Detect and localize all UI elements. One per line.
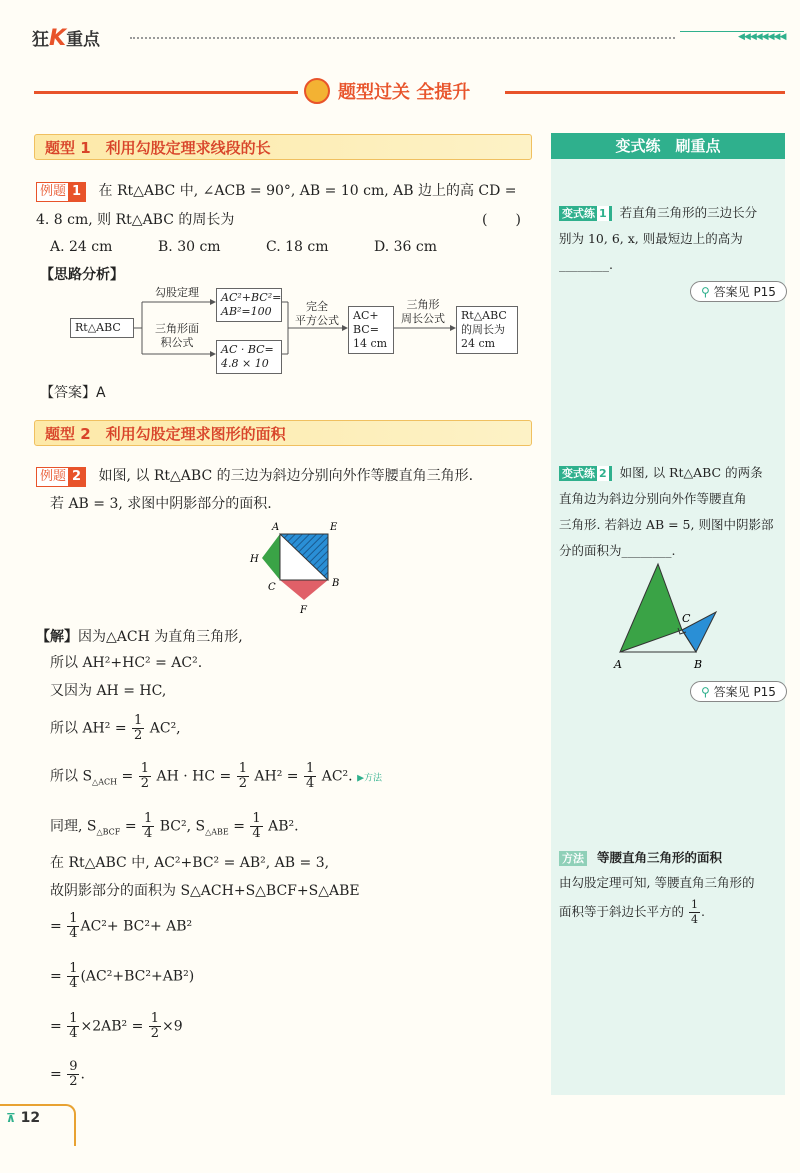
method-line-1: 由勾股定理可知, 等腰直角三角形的: [559, 875, 755, 890]
option-a: A. 24 cm: [50, 239, 113, 255]
fig1-label-f: F: [300, 605, 307, 616]
example-2-line2: 若 AB = 3, 求图中阴影部分的面积.: [50, 496, 272, 512]
answer-link-1[interactable]: ⚲ 答案见 P15: [690, 281, 787, 302]
solution-line-12: = $\frac{9}{2}$ .: [50, 1059, 85, 1089]
example-1-paren: ( ): [482, 212, 521, 228]
chapter-title: 题型过关 全提升: [304, 78, 470, 104]
solution-line-9: = $\frac{1}{4}$ AC²+ BC²+ AB²: [50, 911, 193, 941]
variant-2-line3: 三角形. 若斜边 AB = 5, 则图中阴影部: [559, 517, 774, 532]
variant-1-line3: ________.: [559, 257, 613, 272]
flow-box-1: AC²+BC²= AB²=100: [216, 288, 282, 322]
variant-2-line1: 变式练 2 如图, 以 Rt△ABC 的两条: [559, 460, 763, 486]
section-2-title: 题型 2 利用勾股定理求图形的面积: [34, 420, 532, 446]
variant-2-figure: [610, 556, 730, 676]
variant-1-label: 变式练 1: [559, 206, 612, 221]
option-c: C. 18 cm: [266, 239, 329, 255]
option-b: B. 30 cm: [158, 239, 221, 255]
example-1-line1: 例题 1 在 Rt△ABC 中, ∠ACB = 90°, AB = 10 cm, AB 边上的高 CD =: [36, 180, 517, 202]
method-line-2: 面积等于斜边长平方的 $\frac{1}{4}$ .: [559, 898, 705, 926]
flow-label-area: 三角形面 积公式: [155, 322, 199, 349]
example-1-line2: 4. 8 cm, 则 Rt△ABC 的周长为: [36, 212, 235, 228]
flow-box-4: Rt△ABC 的周长为 24 cm: [456, 306, 518, 354]
example-2-line1: 例题 2 如图, 以 Rt△ABC 的三边为斜边分别向外作等腰直角三角形.: [36, 465, 473, 487]
fig1-label-c: C: [268, 582, 276, 593]
solution-line-1: 【解】因为△ACH 为直角三角形,: [36, 629, 243, 645]
solution-line-7: 在 Rt△ABC 中, AC²+BC² = AB², AB = 3,: [50, 855, 330, 871]
header-arrows-icon: ◀◀◀◀◀◀◀◀: [738, 32, 786, 42]
variant-2-label: 变式练 2: [559, 466, 612, 481]
answer-1: 【答案】A: [40, 385, 106, 401]
fig1-label-h: H: [250, 554, 259, 565]
example-2-label: 例题 2: [36, 467, 86, 487]
flow-box-2: AC · BC= 4.8 × 10: [216, 340, 282, 374]
key-icon: ⚲: [701, 685, 710, 699]
example-1-label: 例题 1: [36, 182, 86, 202]
flow-label-perimeter: 三角形 周长公式: [401, 298, 445, 325]
right-panel-header: 变式练 刷重点: [551, 133, 785, 159]
title-badge-icon: [304, 78, 330, 104]
variant-2-line2: 直角边为斜边分别向外作等腰直角: [559, 491, 747, 506]
fig2-label-b: B: [694, 658, 703, 671]
title-line-left: [34, 91, 298, 94]
fig2-label-a: A: [614, 658, 622, 671]
brand-logo: 狂K重点: [32, 26, 101, 51]
method-link[interactable]: ▶方法: [357, 773, 382, 784]
flow-chart: [70, 284, 530, 376]
variant-2-line4: 分的面积为________.: [559, 543, 676, 558]
solution-line-11: = $\frac{1}{4}$ ×2AB² = $\frac{1}{2}$ ×9: [50, 1011, 183, 1041]
solution-line-3: 又因为 AH = HC,: [50, 683, 167, 699]
header-dotted-line: [130, 37, 675, 39]
key-icon: ⚲: [701, 285, 710, 299]
page-number: ⊼ 12: [6, 1110, 41, 1126]
solution-line-5: 所以 $S_{\triangle ACH}$ = $\frac{1}{2}$ AH · HC = $\frac{1}{2}$ AH² = $\frac{1}{4}$ AC². ▶方法: [50, 761, 382, 791]
option-d: D. 36 cm: [374, 239, 438, 255]
method-label: 方法: [559, 851, 587, 866]
method-title: 方法 等腰直角三角形的面积: [559, 845, 722, 871]
solution-line-10: = $\frac{1}{4}$ (AC²+BC²+AB²): [50, 961, 195, 991]
flow-start-box: Rt△ABC: [70, 318, 134, 338]
compass-icon: ⊼: [6, 1111, 16, 1125]
fig1-label-e: E: [330, 522, 338, 533]
title-line-right: [505, 91, 785, 94]
analysis-label: 【思路分析】: [40, 267, 124, 283]
answer-link-2[interactable]: ⚲ 答案见 P15: [690, 681, 787, 702]
fig1-label-b: B: [332, 578, 340, 589]
solution-line-8: 故阴影部分的面积为 S△ACH+S△BCF+S△ABE: [50, 883, 360, 899]
variant-1-line2: 别为 10, 6, x, 则最短边上的高为: [559, 231, 743, 246]
solution-line-2: 所以 AH²+HC² = AC².: [50, 655, 203, 671]
section-1-title: 题型 1 利用勾股定理求线段的长: [34, 134, 532, 160]
flow-label-complete: 完全 平方公式: [295, 300, 339, 327]
solution-line-4: 所以 AH² = $\frac{1}{2}$ AC²,: [50, 713, 181, 743]
example-2-figure: [240, 518, 350, 618]
flow-label-gougu: 勾股定理: [155, 286, 199, 299]
fig1-label-a: A: [272, 522, 280, 533]
variant-1-line1: 变式练 1 若直角三角形的三边长分: [559, 200, 757, 226]
fig2-label-c: C: [682, 612, 691, 625]
flow-box-3: AC+ BC= 14 cm: [348, 306, 394, 354]
solution-line-6: 同理, $S_{\triangle BCF}$ = $\frac{1}{4}$ BC², $S_{\triangle ABE}$ = $\frac{1}{4}$ AB².: [50, 811, 299, 841]
